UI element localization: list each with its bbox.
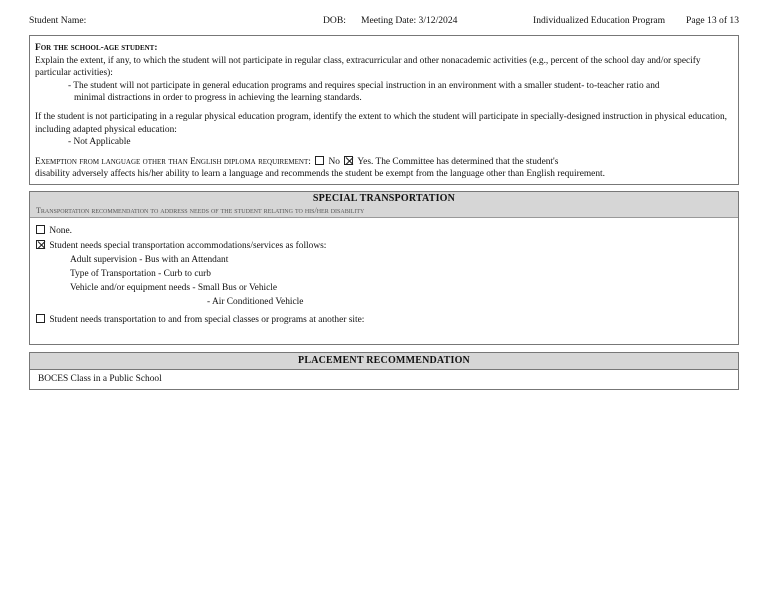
- meeting-date: Meeting Date: 3/12/2024: [361, 15, 458, 26]
- exemption-yes-checkbox[interactable]: [344, 156, 353, 165]
- document-title: Individualized Education Program: [533, 15, 666, 26]
- needs-checkbox[interactable]: [36, 240, 45, 249]
- none-label: None.: [49, 226, 72, 236]
- school-age-detail-2: minimal distractions in order to progress in achieving the learning standards.: [74, 93, 362, 104]
- transport-item: Type of Transportation - Curb to curb: [70, 269, 211, 279]
- none-checkbox[interactable]: [36, 225, 45, 234]
- exemption-no-checkbox[interactable]: [315, 156, 324, 165]
- exemption-text-2: disability adversely affects his/her ability to learn a language and recommends the student be exempt from the language other than English requirement.: [35, 169, 605, 180]
- school-age-intro: Explain the extent, if any, to which the student will not participate in regular class, extracurricular and other nonacademic activities (e.g., percent of the school day and/or specify particular activities):: [35, 55, 701, 79]
- pe-intro: If the student is not participating in a regular physical education program, identify the extent to which the student will participate in specially-designed instruction in physical education, including adapted physical education:: [35, 111, 727, 135]
- none-row: [36, 225, 72, 236]
- page-number: Page 13 of 13: [686, 15, 740, 26]
- needs-label: Student needs special transportation accommodations/services as follows:: [49, 241, 327, 251]
- other-site-checkbox[interactable]: [36, 314, 45, 323]
- transportation-title: SPECIAL TRANSPORTATION: [30, 192, 738, 205]
- transportation-subtitle: Transportation recommendation to address needs of the student relating to his/her disability: [30, 205, 738, 218]
- exemption-label: Exemption from language other than English diploma requirement:: [35, 156, 311, 167]
- other-site-label: Student needs transportation to and from special classes or programs at another site:: [49, 315, 365, 325]
- exemption-row: [35, 156, 732, 169]
- exemption-yes-label: Yes. The Committee has determined that the student's: [357, 156, 559, 167]
- school-age-detail-1: - The student will not participate in general education programs and requires special instruction in an environment with a smaller student- to-teacher ratio and: [68, 80, 660, 91]
- placement-value: BOCES Class in a Public School: [38, 374, 162, 384]
- needs-row: [36, 240, 326, 251]
- school-age-section: [29, 35, 739, 185]
- other-site-row: [36, 314, 364, 325]
- placement-section: [29, 352, 739, 390]
- student-name-label: Student Name:: [29, 15, 87, 26]
- transport-item: Vehicle and/or equipment needs - Small Bus or Vehicle: [70, 283, 278, 293]
- pe-value: - Not Applicable: [68, 137, 131, 148]
- transport-item: Adult supervision - Bus with an Attendant: [70, 255, 229, 265]
- special-transportation-section: [29, 191, 739, 345]
- exemption-no-label: No: [328, 156, 340, 167]
- placement-title: PLACEMENT RECOMMENDATION: [30, 353, 738, 370]
- transport-item-extra: - Air Conditioned Vehicle: [207, 297, 304, 307]
- school-age-heading: For the school-age student:: [35, 43, 158, 53]
- dob-label: DOB:: [323, 15, 346, 26]
